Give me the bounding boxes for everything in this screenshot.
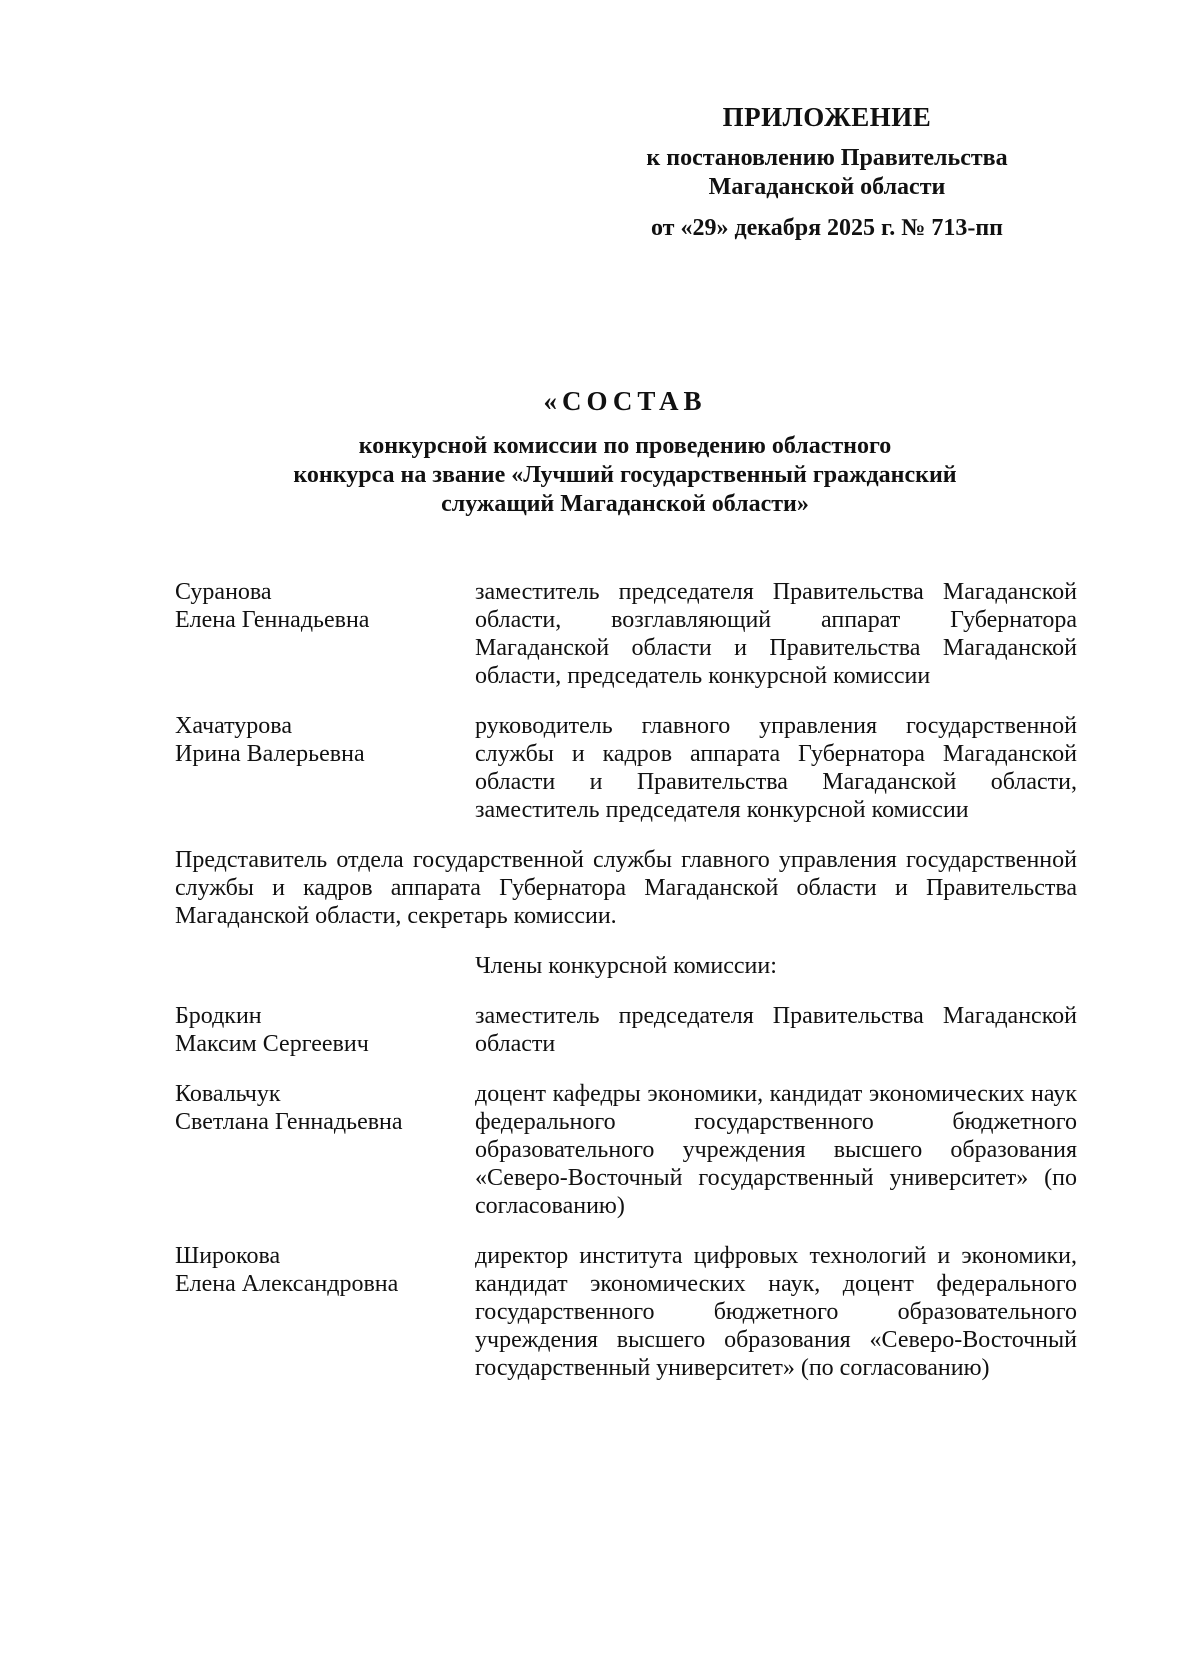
composition-subtitle-line: конкурсной комиссии по проведению областного (358, 433, 892, 459)
commission-member (175, 578, 1077, 690)
appendix-line: Магаданской области (708, 174, 946, 200)
member-name (175, 578, 475, 690)
member-surname: Ковальчук (175, 1081, 281, 1107)
member-given-names: Елена Геннадьевна (175, 607, 370, 633)
commission-member (175, 1242, 1077, 1382)
member-role: директор института цифровых технологий и экономики, кандидат экономических наук, доцент федерального государственного бюджетного образовательного учреждения высшего образования «Северо-Восточный государственный университет» (по согласованию) (475, 1243, 1077, 1381)
member-given-names: Елена Александровна (175, 1271, 399, 1297)
member-name (175, 1080, 475, 1220)
member-given-names: Максим Сергеевич (175, 1031, 369, 1057)
secretary-paragraph: Представитель отдела государственной службы главного управления государственной службы и кадров аппарата Губернатора Магаданской области и Правительства Магаданской области, секретарь комиссии. (175, 847, 1077, 929)
composition-title-block (175, 384, 1075, 519)
commission-member (175, 1002, 1077, 1058)
composition-heading: «СОСТАВ (543, 386, 707, 416)
appendix-block (612, 100, 1042, 243)
commission-member (175, 712, 1077, 824)
commission-list (175, 578, 1077, 1404)
member-surname: Суранова (175, 579, 272, 605)
composition-subtitle-line: конкурса на звание «Лучший государственный гражданский (293, 462, 957, 488)
member-given-names: Светлана Геннадьевна (175, 1109, 403, 1135)
member-given-names: Ирина Валерьевна (175, 741, 365, 767)
member-surname: Широкова (175, 1243, 281, 1269)
member-role: заместитель председателя Правительства Магаданской области (475, 1003, 1077, 1057)
commission-member (175, 1080, 1077, 1220)
appendix-date: от «29» декабря 2025 г. № 713-пп (650, 215, 1004, 241)
member-name (175, 1242, 475, 1382)
member-role: заместитель председателя Правительства Магаданской области, возглавляющий аппарат Губернатора Магаданской области и Правительства Магаданской области, председатель конкурсной комиссии (475, 579, 1077, 689)
composition-subtitle-line: служащий Магаданской области» (441, 491, 809, 517)
member-role: руководитель главного управления государственной службы и кадров аппарата Губернатора Магаданской области и Правительства Магаданской области, заместитель председателя конкурсной комиссии (475, 713, 1077, 823)
members-heading: Члены конкурсной комиссии: (475, 953, 777, 979)
member-surname: Бродкин (175, 1003, 262, 1029)
member-name (175, 1002, 475, 1058)
member-name (175, 712, 475, 824)
appendix-title: ПРИЛОЖЕНИЕ (722, 102, 932, 132)
appendix-line: к постановлению Правительства (646, 145, 1008, 171)
member-surname: Хачатурова (175, 713, 292, 739)
member-role: доцент кафедры экономики, кандидат экономических наук федерального государственного бюджетного образовательного учреждения высшего образования «Северо-Восточный государственный университет» (по согласованию) (475, 1081, 1077, 1219)
